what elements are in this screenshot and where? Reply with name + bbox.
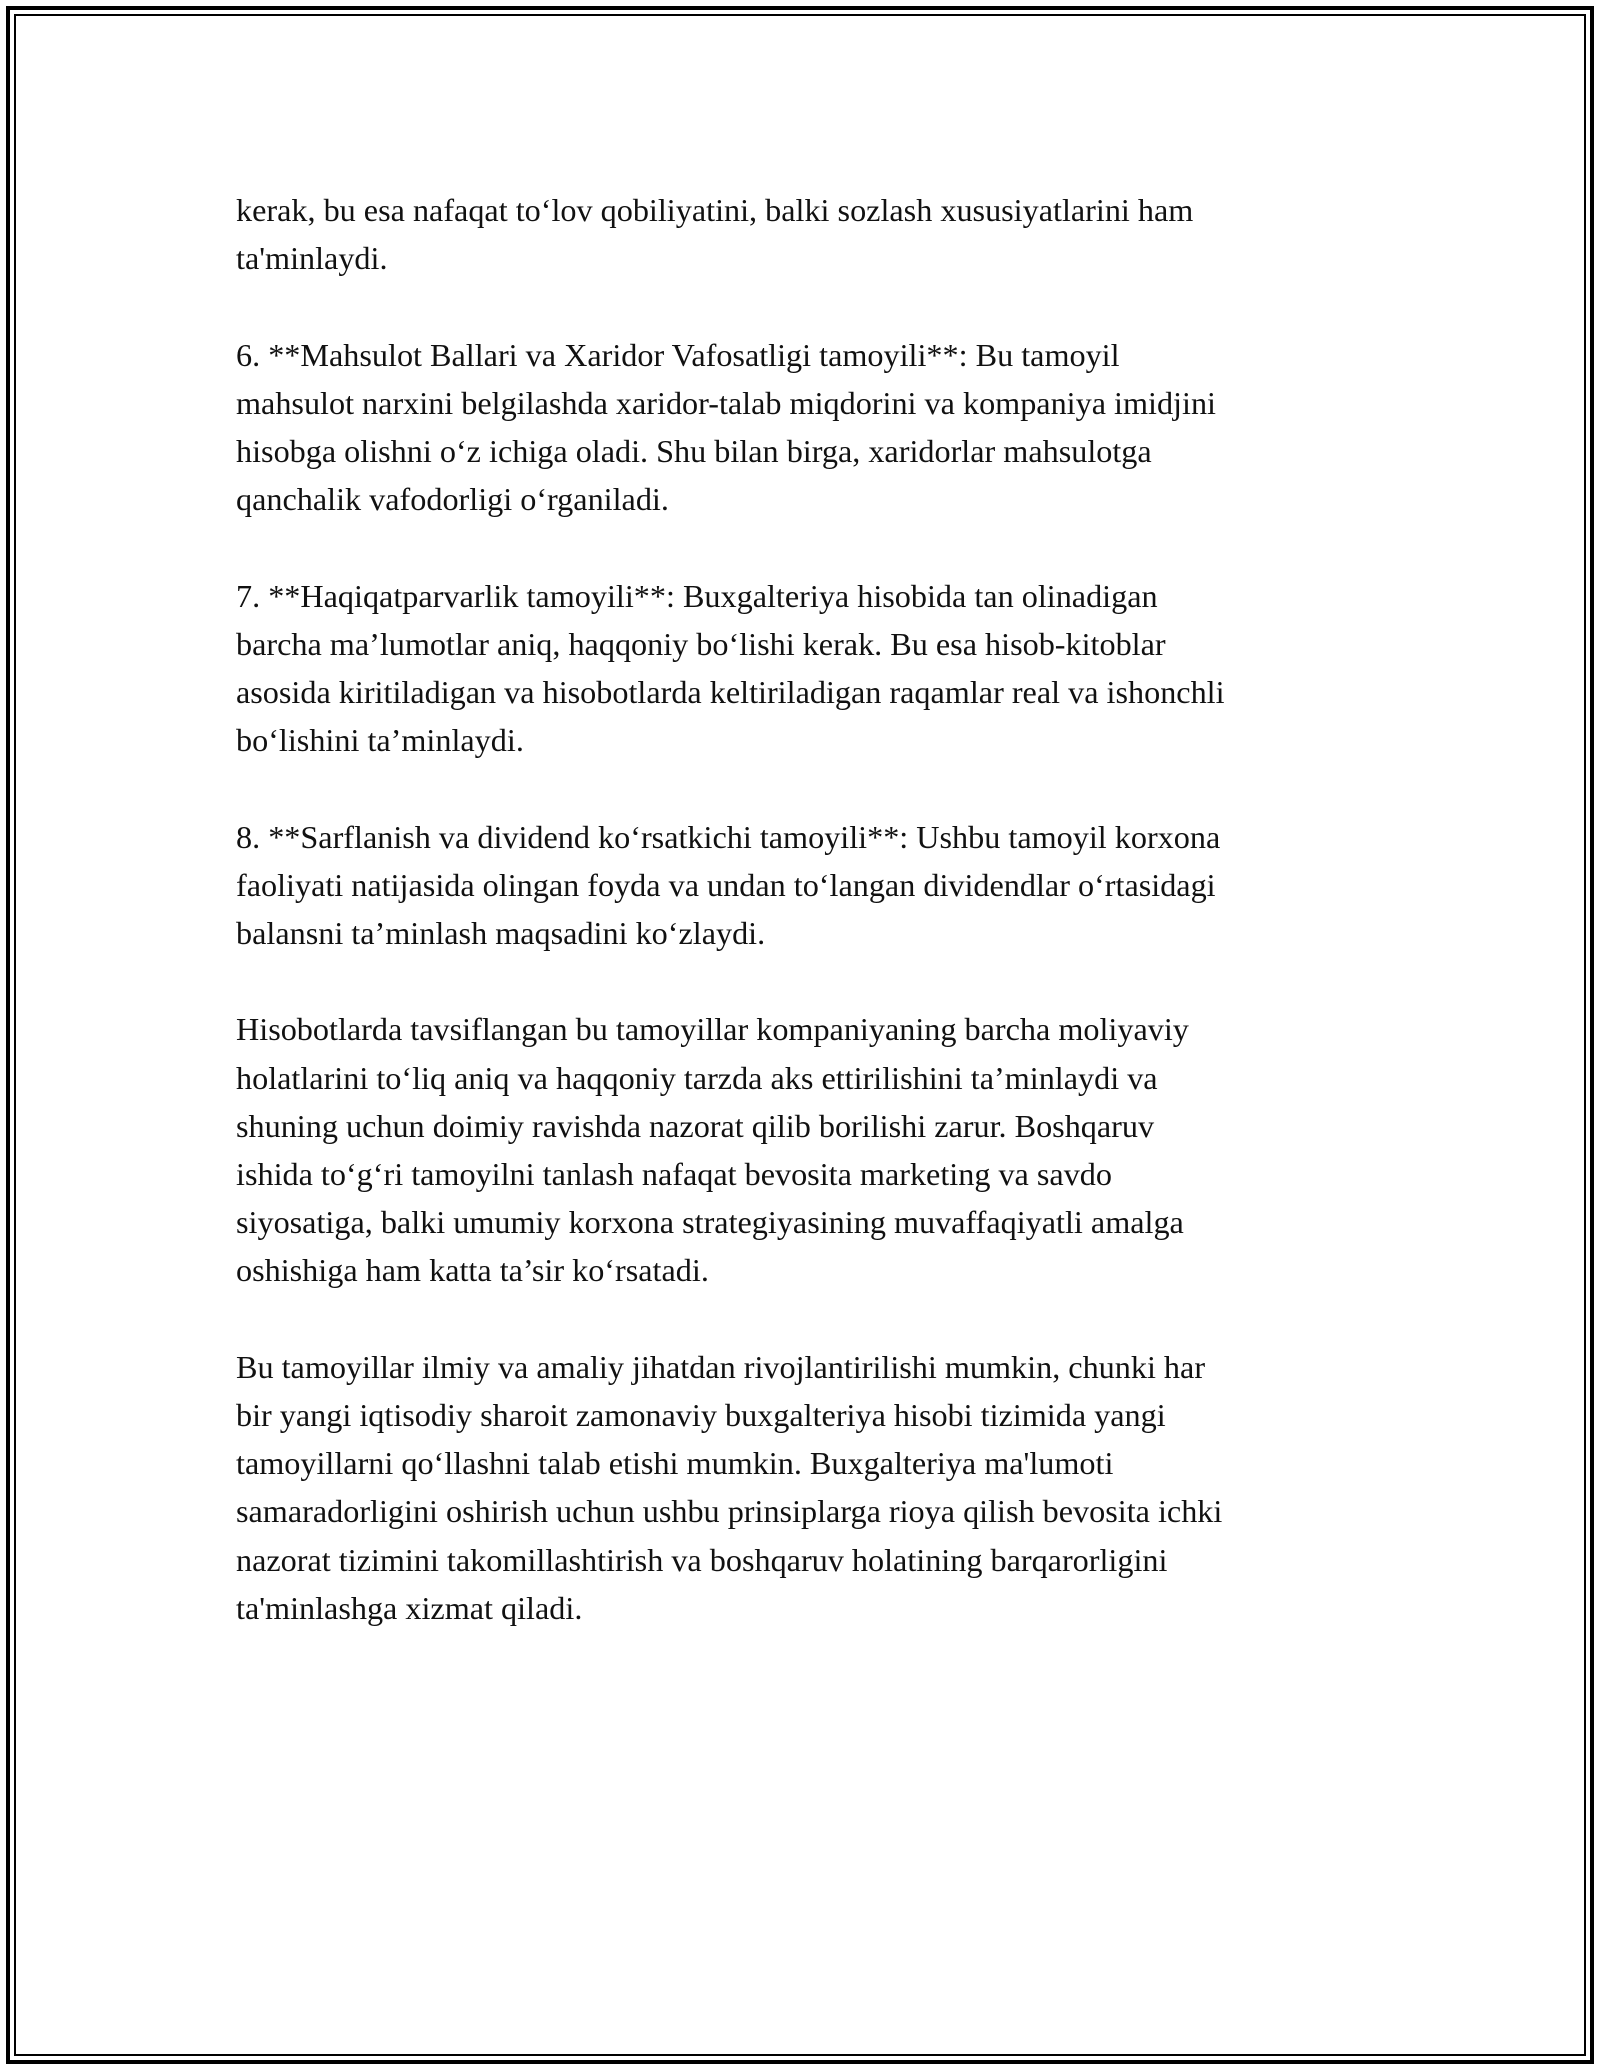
text-line: Bu tamoyillar ilmiy va amaliy jihatdan rivojlantirilishi mumkin, chunki har [236, 1348, 1206, 1385]
text-line: shuning uchun doimiy ravishda nazorat qilib borilishi zarur. Boshqaruv [236, 1107, 1155, 1144]
paragraph-principle-6 [236, 331, 1386, 524]
text-line: 6. **Mahsulot Ballari va Xaridor Vafosatligi tamoyili**: Bu tamoyil [236, 336, 1120, 373]
text-line: bo‘lishini ta’minlaydi. [236, 722, 524, 759]
paragraph-continuation [236, 186, 1386, 282]
text-line: oshishiga ham katta ta’sir ko‘rsatadi. [236, 1252, 709, 1289]
text-line: ta'minlashga xizmat qiladi. [236, 1589, 583, 1626]
text-line: bir yangi iqtisodiy sharoit zamonaviy buxgalteriya hisobi tizimida yangi [236, 1397, 1166, 1433]
text-line: 8. **Sarflanish va dividend ko‘rsatkichi tamoyili**: Ushbu tamoyil korxona [236, 818, 1221, 855]
text-line: Hisobotlarda tavsiflangan bu tamoyillar kompaniyaning barcha moliyaviy [236, 1011, 1189, 1048]
text-line: ishida to‘g‘ri tamoyilni tanlash nafaqat bevosita marketing va savdo [236, 1156, 1112, 1192]
text-line: mahsulot narxini belgilashda xaridor-talab miqdorini va kompaniya imidjini [236, 384, 1216, 421]
text-line: tamoyillarni qo‘llashni talab etishi mumkin. Buxgalteriya ma'lumoti [236, 1445, 1114, 1482]
paragraph-summary [236, 1005, 1386, 1294]
text-line: 7. **Haqiqatparvarlik tamoyili**: Buxgalteriya hisobida tan olinadigan [236, 577, 1158, 614]
paragraph-conclusion [236, 1343, 1386, 1632]
text-line: hisobga olishni o‘z ichiga oladi. Shu bilan birga, xaridorlar mahsulotga [236, 433, 1152, 469]
document-body [236, 186, 1386, 1632]
text-line: siyosatiga, balki umumiy korxona strategiyasining muvaffaqiyatli amalga [236, 1204, 1184, 1241]
text-line: balansni ta’minlash maqsadini ko‘zlaydi. [236, 915, 766, 951]
text-line: nazorat tizimini takomillashtirish va boshqaruv holatining barqarorligini [236, 1541, 1168, 1578]
paragraph-principle-7 [236, 572, 1386, 765]
text-line: barcha ma’lumotlar aniq, haqqoniy bo‘lishi kerak. Bu esa hisob-kitoblar [236, 625, 1166, 662]
text-line: asosida kiritiladigan va hisobotlarda keltiriladigan raqamlar real va ishonchli [236, 674, 1225, 710]
text-line: qanchalik vafodorligi o‘rganiladi. [236, 481, 669, 518]
paragraph-principle-8 [236, 813, 1386, 958]
text-line: samaradorligini oshirish uchun ushbu prinsiplarga rioya qilish bevosita ichki [236, 1493, 1223, 1530]
text-line: holatlarini to‘liq aniq va haqqoniy tarzda aks ettirilishini ta’minlaydi va [236, 1059, 1158, 1096]
text-line: faoliyati natijasida olingan foyda va undan to‘langan dividendlar o‘rtasidagi [236, 866, 1216, 903]
text-line: ta'minlaydi. [236, 240, 388, 277]
text-line: kerak, bu esa nafaqat to‘lov qobiliyatini, balki sozlash xususiyatlarini ham [236, 192, 1194, 228]
